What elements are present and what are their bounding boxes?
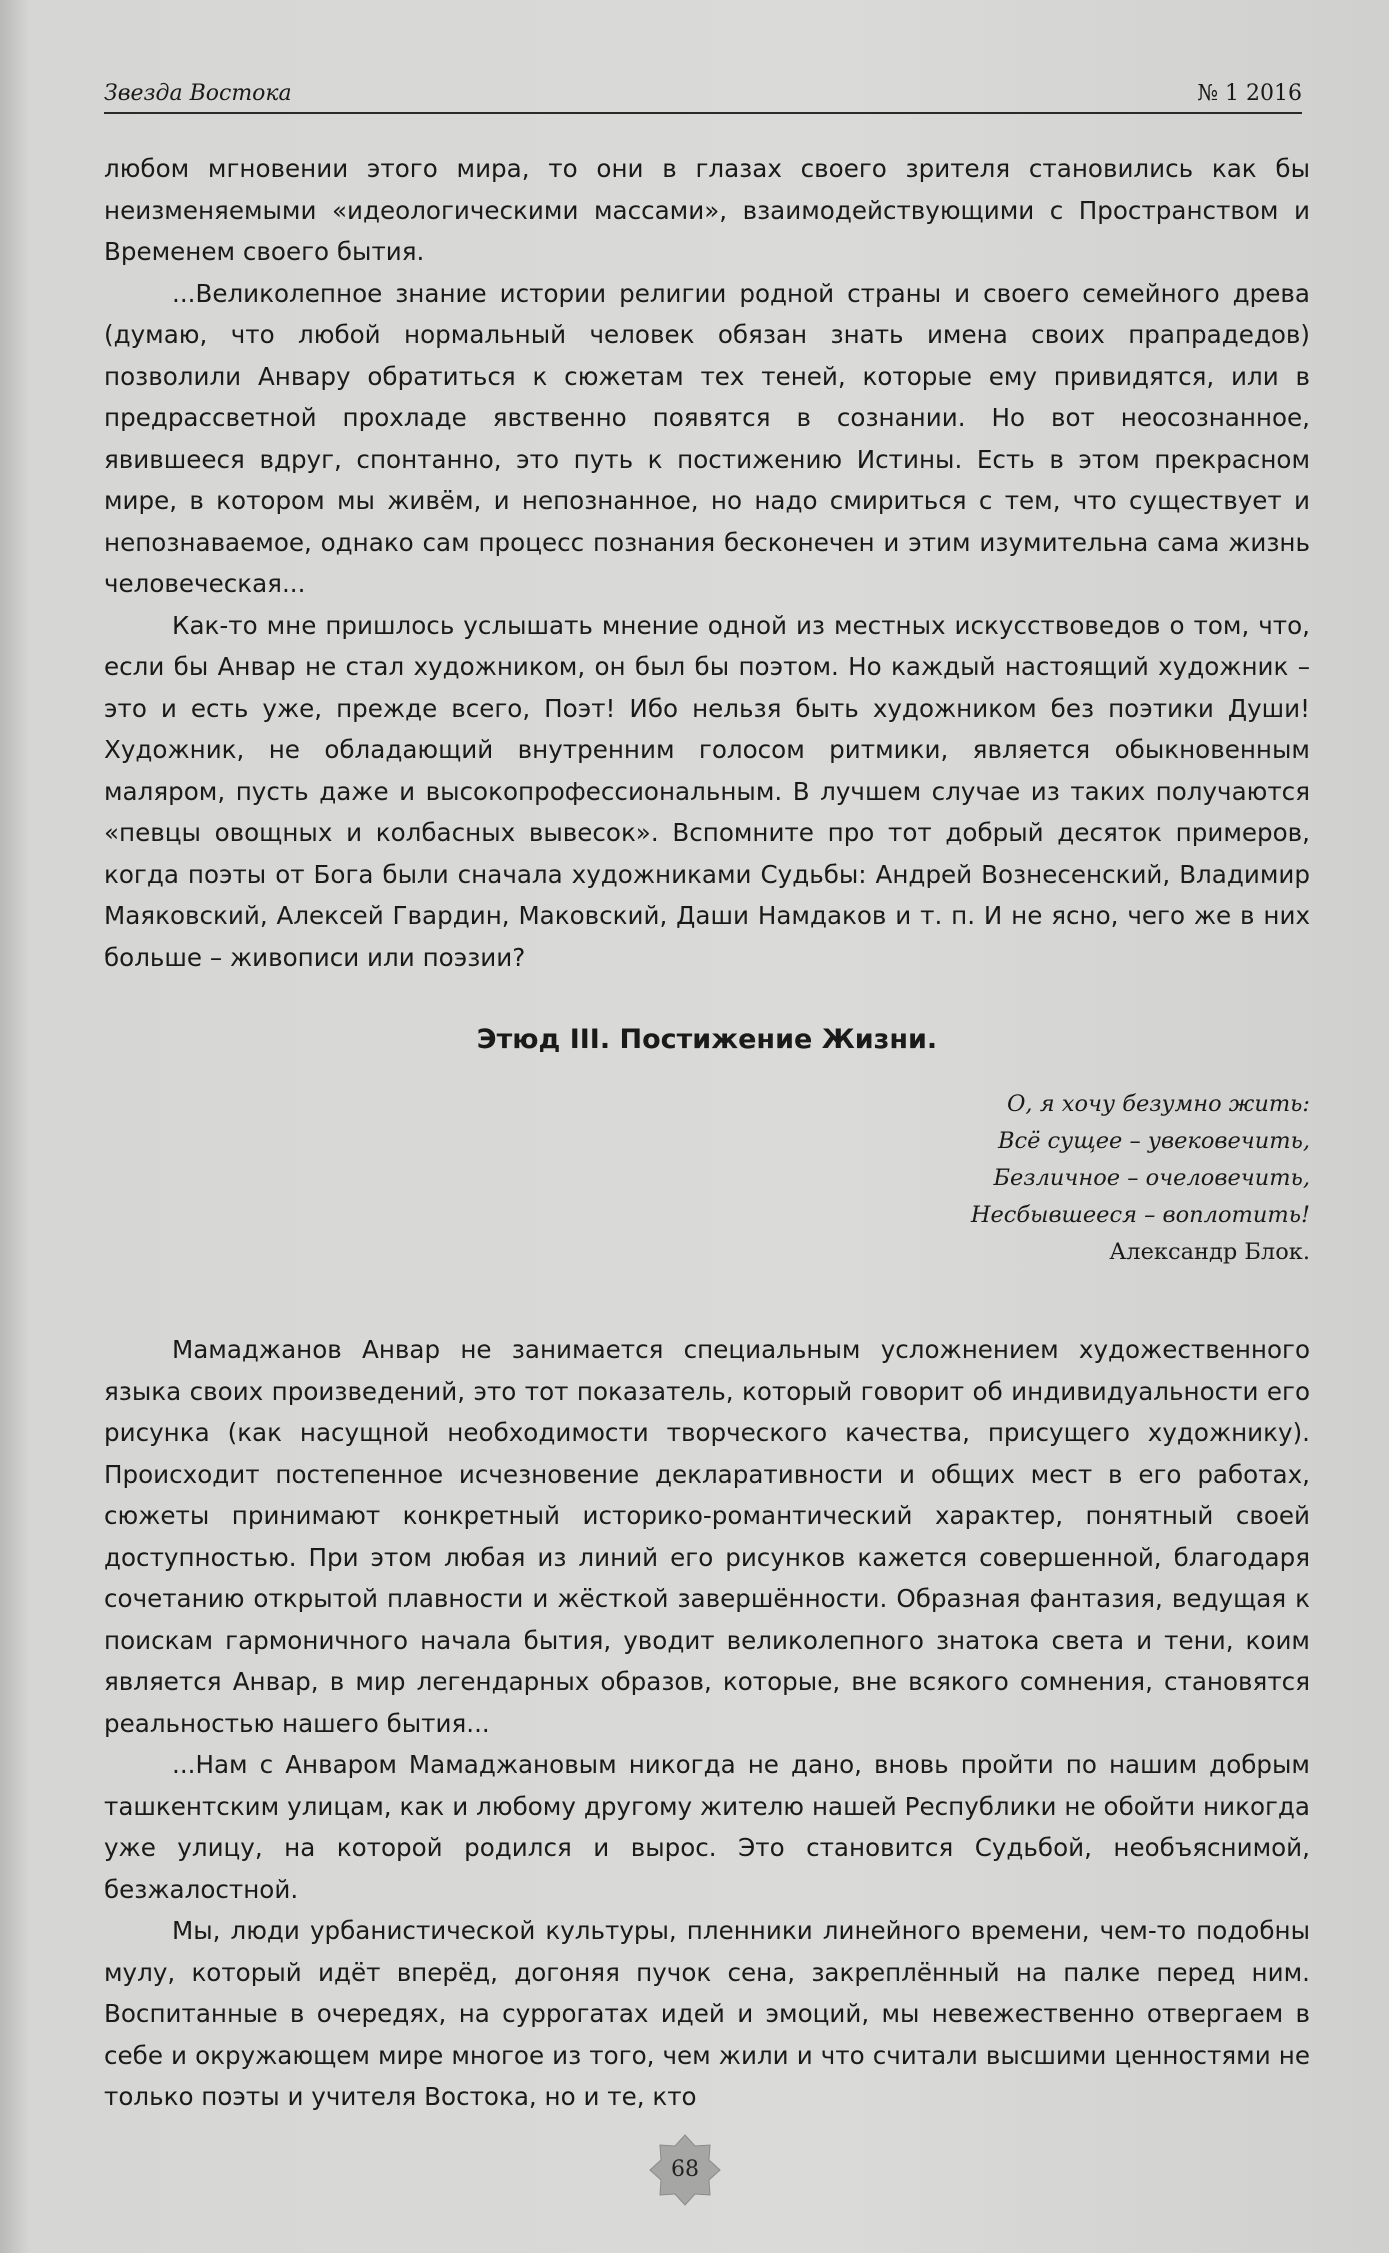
section-title: Этюд III. Постижение Жизни. — [476, 1024, 938, 1055]
page-number-ornament — [648, 2133, 722, 2207]
article-body — [104, 148, 1310, 2118]
paragraph: Мамаджанов Анвар не занимается специальным усложнением художественного языка своих произведений, это тот показатель, который говорит об индивидуальности его рисунка (как насущной необходимости творческого качества, присущего художнику). Происходит постепенное исчезновение декларативности и общих мест в его работах, сюжеты принимают конкретный историко-романтический характер, понятный своей доступностью. При этом любая из линий его рисунков кажется совершенной, благодаря сочетанию открытой плавности и жёсткой завершённости. Образная фантазия, ведущая к поискам гармоничного начала бытия, уводит великолепного знатока света и тени, коим является Анвар, в мир легендарных образов, которые, вне всякого сомнения, становятся реальностью нашего бытия... — [104, 1335, 1310, 1738]
paragraph: Мы, люди урбанистической культуры, пленники линейного времени, чем-то подобны мулу, который идёт вперёд, догоняя пучок сена, закреплённый на палке перед ним. Воспитанные в очередях, на суррогатах идей и эмоций, мы невежественно отвергаем в себе и окружающем мире многое из того, чем жили и что считали высшими ценностями не только поэты и учителя Востока, но и те, кто — [104, 1916, 1310, 2111]
paragraph: ...Великолепное знание истории религии родной страны и своего семейного древа (думаю, что любой нормальный человек обязан знать имена своих прапрадедов) позволили Анвару обратиться к сюжетам тех теней, которые ему привидятся, или в предрассветной прохладе явственно появятся в сознании. Но вот неосознанное, явившееся вдруг, спонтанно, это путь к постижению Истины. Есть в этом прекрасном мире, в котором мы живём, и непознанное, но надо смириться с тем, что существует и непознаваемое, однако сам процесс познания бесконечен и этим изумительна сама жизнь человеческая... — [104, 278, 1310, 598]
paragraph: любом мгновении этого мира, то они в глазах своего зрителя становились как бы неизменяемыми «идеологическими массами», взаимодействующими с Пространством и Временем своего бытия. — [104, 154, 1310, 266]
epigraph — [104, 1086, 1310, 1271]
paragraph: Как-то мне пришлось услышать мнение одной из местных искусствоведов о том, что, если бы Анвар не стал художником, он был бы поэтом. Но каждый настоящий художник – это и есть уже, прежде всего, Поэт! Ибо нельзя быть художником без поэтики Души! Художник, не обладающий внутренним голосом ритмики, является обыкновенным маляром, пусть даже и высокопрофессиональным. В лучшем случае из таких получаются «певцы овощных и колбасных вывесок». Вспомните про тот добрый десяток примеров, когда поэты от Бога были сначала художниками Судьбы: Андрей Вознесенский, Владимир Маяковский, Алексей Гвардин, Маковский, Даши Намдаков и т. п. И не ясно, чего же в них больше – живописи или поэзии? — [104, 610, 1310, 972]
epigraph-line: Всё сущее – увековечить, — [997, 1128, 1310, 1154]
running-head — [104, 72, 1302, 114]
page-number: 68 — [671, 2157, 699, 2182]
journal-title: Звезда Востока — [104, 81, 292, 106]
epigraph-line: О, я хочу безумно жить: — [1006, 1091, 1310, 1117]
epigraph-line: Несбывшееся – воплотить! — [970, 1202, 1310, 1228]
epigraph-line: Безличное – очеловечить, — [993, 1165, 1310, 1191]
issue-number: № 1 2016 — [1197, 81, 1302, 106]
paragraph: ...Нам с Анваром Мамаджановым никогда не дано, вновь пройти по нашим добрым ташкентским улицам, как и любому другому жителю нашей Республики не обойти никогда уже улицу, на которой родился и вырос. Это становится Судьбой, необъяснимой, безжалостной. — [104, 1750, 1310, 1904]
epigraph-author: Александр Блок. — [1109, 1239, 1310, 1265]
